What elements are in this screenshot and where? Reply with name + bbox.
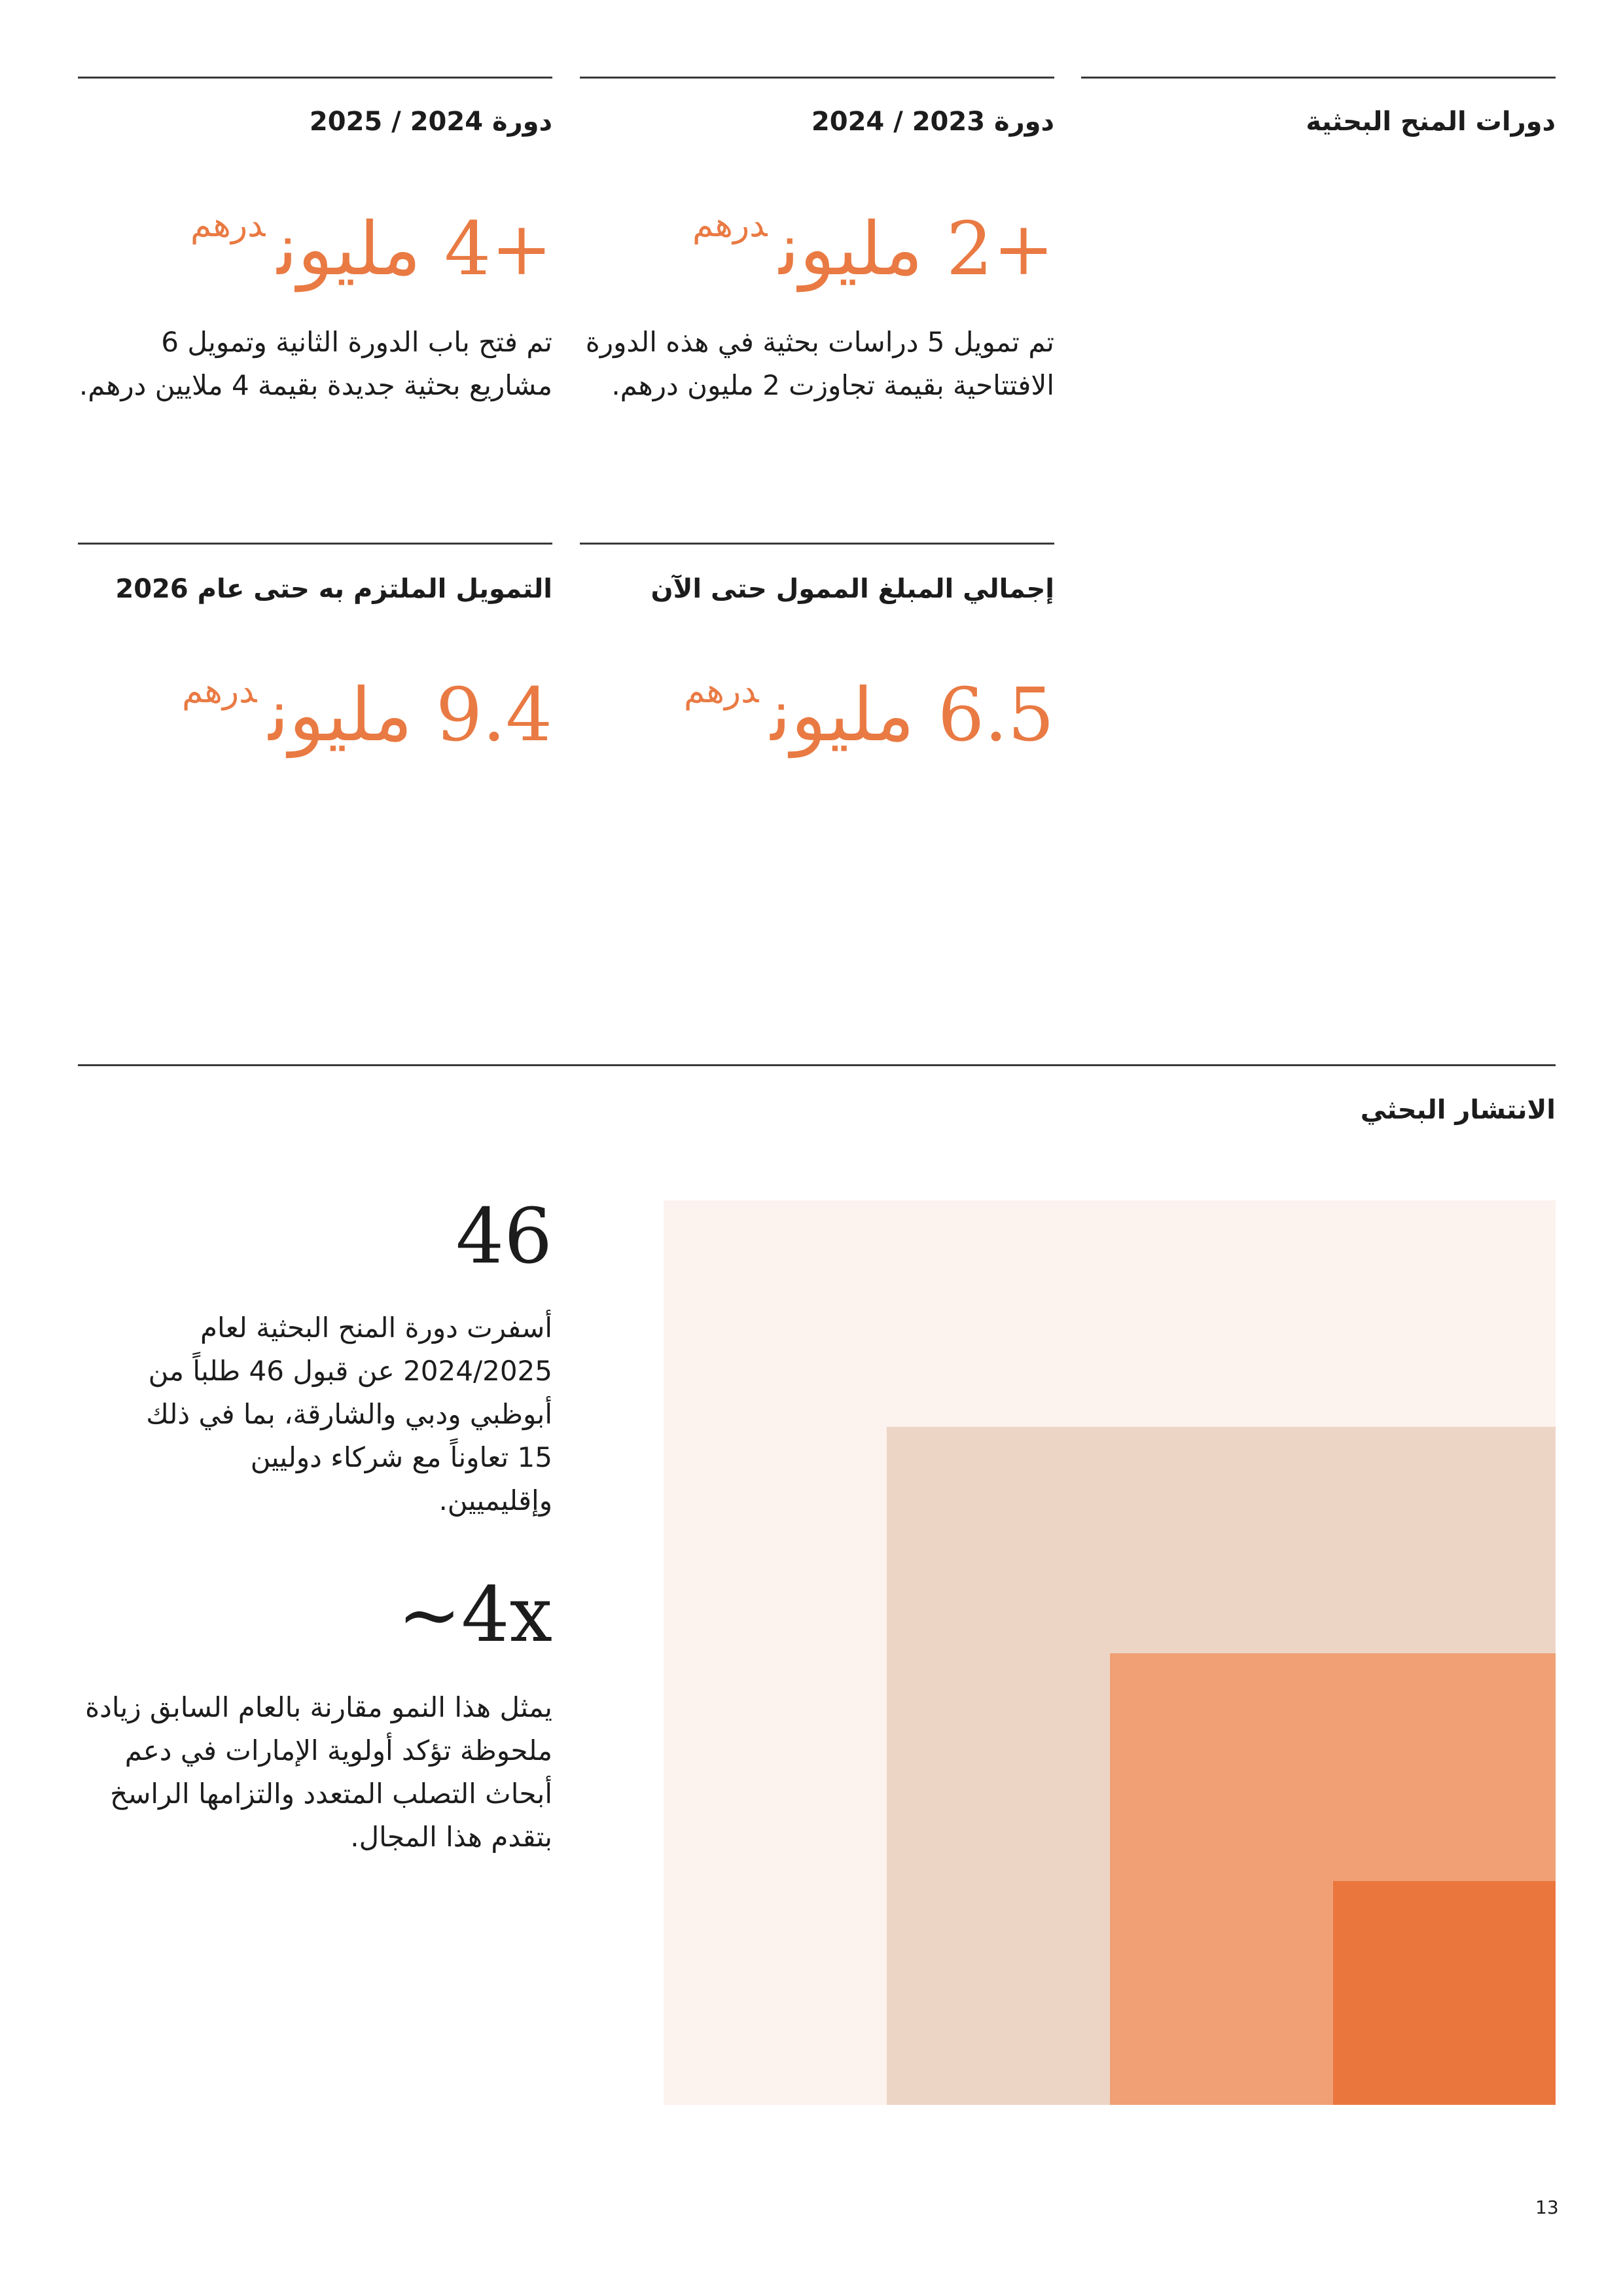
total-funded-amount-unit: درهم xyxy=(683,672,759,711)
divider-research-reach xyxy=(78,1064,1556,1066)
growth-multiplier: ~4x xyxy=(397,1571,552,1659)
section-title-research-reach: الانتشار البحثي xyxy=(1360,1095,1556,1125)
committed-funding-amount-value: 9.4 مليون xyxy=(268,673,552,758)
cycle-2023-amount-value: +2 مليون xyxy=(779,207,1054,292)
divider-cycles-label xyxy=(1081,77,1556,79)
section-title-grant-cycles: دورات المنح البحثية xyxy=(1306,107,1556,137)
divider-total-funded xyxy=(580,543,1054,545)
page-number: 13 xyxy=(1535,2197,1559,2218)
committed-funding-title: التمويل الملتزم به حتى عام 2026 xyxy=(115,574,552,604)
growth-square-small xyxy=(1333,1881,1556,2105)
cycle-2024-amount-value: +4 مليون xyxy=(277,207,552,292)
cycle-2023-amount-unit: درهم xyxy=(692,206,768,245)
divider-cycle-2024 xyxy=(78,77,552,79)
cycle-2024-amount-unit: درهم xyxy=(190,206,266,245)
cycle-2024-description: تم فتح باب الدورة الثانية وتمويل 6 مشاريع بحثية جديدة بقيمة 4 ملايين درهم. xyxy=(79,326,552,401)
cycle-2023-description: تم تمويل 5 دراسات بحثية في هذه الدورة الافتتاحية بقيمة تجاوزت 2 مليون درهم. xyxy=(585,326,1054,401)
committed-funding-amount-unit: درهم xyxy=(181,672,257,711)
cycle-2023-amount xyxy=(692,206,1054,292)
cycle-2023-title: دورة 2023 / 2024 xyxy=(811,107,1054,137)
total-funded-amount xyxy=(683,672,1054,758)
applications-description: أسفرت دورة المنح البحثية لعام 2024/2025 عن قبول 46 طلباً من أبوظبي ودبي والشارقة، بما في ذلك 15 تعاوناً مع شركاء دوليين وإقليميين. xyxy=(146,1312,552,1516)
applications-count: 46 xyxy=(455,1193,552,1281)
committed-funding-amount xyxy=(181,672,552,758)
divider-committed-funding xyxy=(78,543,552,545)
cycle-2024-amount xyxy=(190,206,552,292)
growth-description: يمثل هذا النمو مقارنة بالعام السابق زيادة ملحوظة تؤكد أولوية الإمارات في دعم أبحاث التصلب المتعدد والتزامها الراسخ بتقدم هذا المجال. xyxy=(85,1691,552,1853)
total-funded-amount-value: 6.5 مليون xyxy=(770,673,1054,758)
cycle-2024-title: دورة 2024 / 2025 xyxy=(309,107,552,137)
total-funded-title: إجمالي المبلغ الممول حتى الآن xyxy=(651,574,1054,604)
divider-cycle-2023 xyxy=(580,77,1054,79)
